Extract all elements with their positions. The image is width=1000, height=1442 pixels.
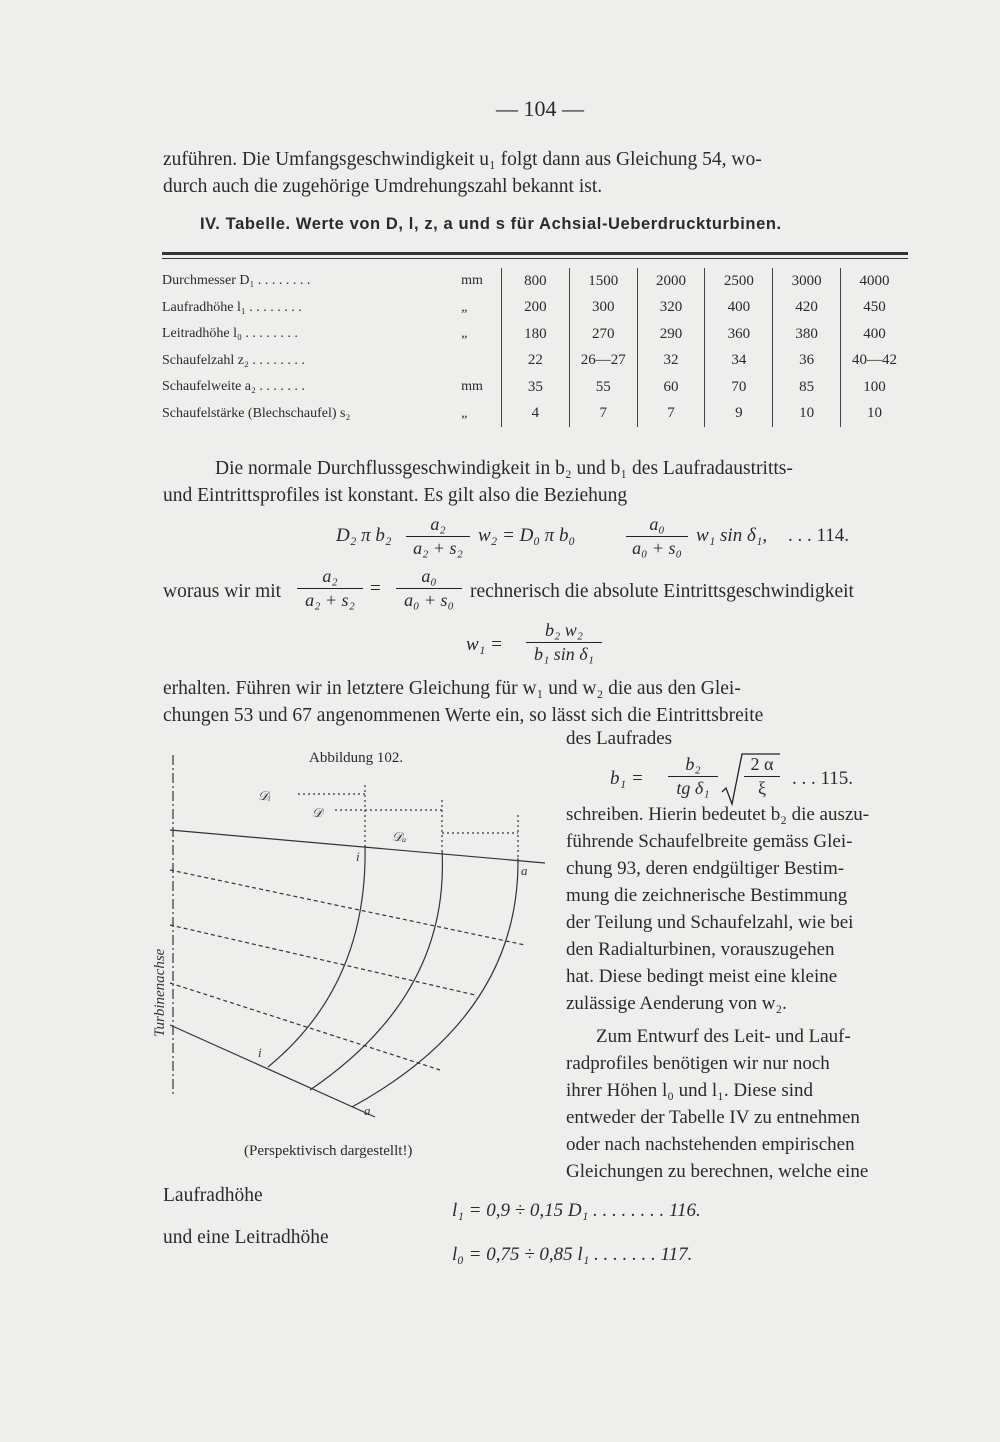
para2-line-1: Die normale Durchflussgeschwindigkeit in b₂ und b₁ des Laufradaustritts- (215, 458, 793, 479)
inner-blade-curve (268, 845, 365, 1067)
woraus-end: rechnerisch die absolute Eintrittsgeschwindigkeit (470, 581, 854, 602)
right-col-line: radprofiles benötigen wir nur noch (566, 1053, 830, 1074)
eq114-f1-denominator: a₂ + s₂ (413, 538, 463, 558)
row-unit: „ (461, 326, 468, 342)
right-col-line: oder nach nachstehenden empirischen (566, 1134, 855, 1155)
eq114-f2-numerator: a₀ (649, 514, 665, 534)
row-unit: mm (461, 379, 483, 395)
figure-label-a-bottom: a (364, 1103, 371, 1118)
table-cell: 22 (501, 348, 569, 375)
table-row (162, 348, 908, 375)
table-row (162, 295, 908, 322)
w1-fraction (526, 620, 602, 665)
page-number: — 104 — (496, 96, 584, 121)
row-unit: mm (461, 273, 483, 289)
right-col-line: ihrer Höhen l₀ und l₁. Diese sind (566, 1080, 814, 1101)
figure-axis-label: Turbinenachse (152, 948, 168, 1037)
final-leitrad-label: und eine Leitradhöhe (163, 1227, 329, 1248)
eq115-radicand-numerator: 2 α (750, 754, 774, 774)
table-cell: 9 (705, 401, 773, 428)
right-col-line: schreiben. Hierin bedeutet b₂ die auszu- (566, 804, 870, 825)
woraus-fraction-1 (297, 566, 363, 611)
figure-label-d: 𝒟 (312, 805, 323, 820)
right-col-line: mung die zeichnerische Bestimmung (566, 885, 848, 906)
row-label: Schaufelstärke (Blechschaufel) s₂ (162, 405, 351, 421)
table-cell: 300 (569, 295, 637, 322)
table-cell: 85 (773, 374, 841, 401)
eq114-f2-denominator: a₀ + s₀ (632, 538, 682, 558)
eq114-f1-numerator: a₂ (430, 514, 446, 534)
table-cell: 200 (501, 295, 569, 322)
row-unit: „ (461, 299, 468, 315)
w1-denominator: b₁ sin δ₁ (534, 644, 594, 664)
outer-blade-curve (352, 858, 518, 1107)
table-cell: 26—27 (569, 348, 637, 375)
table-cell: 320 (637, 295, 705, 322)
table-cell: 420 (773, 295, 841, 322)
figure-label-i-top: i (356, 849, 360, 864)
eq114-left: D₂ π b₂ (336, 525, 392, 546)
eq115-number: . . . 115. (792, 768, 854, 789)
equation-117: l₀ = 0,75 ÷ 0,85 l₁ . . . . . . . 117. (452, 1244, 693, 1265)
right-col-line: der Teilung und Schaufelzahl, wie bei (566, 912, 854, 933)
right-col-line: chung 93, deren endgültiger Bestim- (566, 858, 845, 879)
table-cell: 800 (501, 268, 569, 295)
table-cell: 450 (841, 295, 908, 322)
table-cell: 7 (637, 401, 705, 428)
right-col-line: zulässige Aenderung von w₂. (566, 993, 787, 1014)
eq114-right: w₁ sin δ₁, (696, 525, 768, 546)
table-cell: 4 (501, 401, 569, 428)
intro-line-2: durch auch die zugehörige Umdrehungszahl bekannt ist. (163, 176, 603, 197)
eq115-denominator: tg δ₁ (676, 778, 710, 798)
woraus-equals: = (370, 578, 381, 599)
woraus-start: woraus wir mit (163, 581, 282, 602)
row-label: Laufradhöhe l₁ . . . . . . . . (162, 299, 302, 315)
row-label: Leitradhöhe l₀ . . . . . . . . (162, 326, 298, 342)
row-unit (461, 348, 501, 375)
table-cell: 2000 (637, 268, 705, 295)
row-label: Schaufelweite a₂ . . . . . . . (162, 379, 305, 395)
intro-line-1: zuführen. Die Umfangsgeschwindigkeit u₁ folgt dann aus Gleichung 54, wo- (163, 149, 762, 170)
table-cell: 360 (705, 321, 773, 348)
para3-line-1: erhalten. Führen wir in letztere Gleichung für w₁ und w₂ die aus den Glei- (163, 678, 741, 699)
right-col-line: entweder der Tabelle IV zu entnehmen (566, 1107, 860, 1128)
table-cell: 400 (705, 295, 773, 322)
dashed-line-3 (170, 983, 440, 1070)
right-col-line: den Radialturbinen, vorauszugehen (566, 939, 835, 960)
eq115-left: b₁ = (610, 768, 644, 789)
table-cell: 380 (773, 321, 841, 348)
table-row (162, 268, 908, 295)
table-cell: 7 (569, 401, 637, 428)
table-cell: 36 (773, 348, 841, 375)
row-label: Schaufelzahl z₂ . . . . . . . . (162, 352, 305, 368)
table-row (162, 401, 908, 428)
figure-label-a-top: a (521, 863, 528, 878)
table-cell: 290 (637, 321, 705, 348)
figure-label-da: 𝒟ₐ (392, 829, 407, 844)
table-row (162, 374, 908, 401)
eq115-fraction (668, 754, 718, 799)
table-cell: 2500 (705, 268, 773, 295)
middle-blade-curve (310, 850, 442, 1090)
para2-line-2: und Eintrittsprofiles ist konstant. Es gilt also die Beziehung (163, 485, 628, 506)
equation-116: l₁ = 0,9 ÷ 0,15 D₁ . . . . . . . . 116. (452, 1200, 701, 1221)
para3-line-2: chungen 53 und 67 angenommenen Werte ein, so lässt sich die Eintrittsbreite (163, 705, 764, 726)
table-cell: 270 (569, 321, 637, 348)
eq114-number: . . . 114. (788, 525, 850, 546)
w1-left: w₁ = (466, 634, 503, 655)
dashed-line-2 (170, 925, 475, 995)
woraus-fraction-2 (396, 566, 462, 611)
w1-numerator: b₂ w₂ (544, 620, 584, 640)
woraus-f2-numerator: a₀ (421, 566, 437, 586)
woraus-f2-denominator: a₀ + s₀ (404, 590, 454, 610)
table-cell: 55 (569, 374, 637, 401)
right-col-line: führende Schaufelbreite gemäss Glei- (566, 831, 853, 852)
eq115-radicand-denominator: ξ (757, 778, 767, 798)
figure-caption: (Perspektivisch dargestellt!) (244, 1143, 413, 1159)
turbine-table (162, 268, 908, 427)
right-col-line-0: des Laufrades (566, 728, 673, 749)
table-caption: IV. Tabelle. Werte von D, l, z, a und s für Achsial-Ueberdruckturbinen. (200, 215, 782, 233)
table-cell: 10 (773, 401, 841, 428)
eq114-mid: w₂ = D₀ π b₀ (478, 525, 576, 546)
table-row (162, 321, 908, 348)
table-cell: 1500 (569, 268, 637, 295)
table-cell: 100 (841, 374, 908, 401)
woraus-f1-numerator: a₂ (322, 566, 338, 586)
eq114-fraction-2 (626, 514, 688, 559)
figure-label-i-bottom: i (258, 1045, 262, 1060)
right-col-line: Zum Entwurf des Leit- und Lauf- (596, 1026, 851, 1047)
table-cell: 10 (841, 401, 908, 428)
table-cell: 180 (501, 321, 569, 348)
eq115-numerator: b₂ (685, 754, 701, 774)
eq115-radicand (744, 754, 780, 799)
figure-102-diagram (140, 745, 560, 1145)
row-unit: „ (461, 405, 468, 421)
table-cell: 40—42 (841, 348, 908, 375)
eq114-fraction-1 (406, 514, 470, 559)
table-cell: 34 (705, 348, 773, 375)
figure-title: Abbildung 102. (309, 750, 404, 766)
table-cell: 4000 (841, 268, 908, 295)
row-label: Durchmesser D₁ . . . . . . . . (162, 273, 311, 289)
dashed-line-1 (170, 870, 525, 945)
table-cell: 70 (705, 374, 773, 401)
table-top-rule-thin (162, 258, 908, 259)
right-col-line: hat. Diese bedingt meist eine kleine (566, 966, 838, 987)
table-cell: 3000 (773, 268, 841, 295)
table-cell: 32 (637, 348, 705, 375)
figure-label-di: 𝒟ᵢ (258, 788, 271, 803)
final-laufrad-label: Laufradhöhe (163, 1185, 263, 1206)
right-col-line: Gleichungen zu berechnen, welche eine (566, 1161, 869, 1182)
woraus-f1-denominator: a₂ + s₂ (305, 590, 355, 610)
table-cell: 35 (501, 374, 569, 401)
table-cell: 400 (841, 321, 908, 348)
table-top-rule (162, 252, 908, 255)
table-cell: 60 (637, 374, 705, 401)
